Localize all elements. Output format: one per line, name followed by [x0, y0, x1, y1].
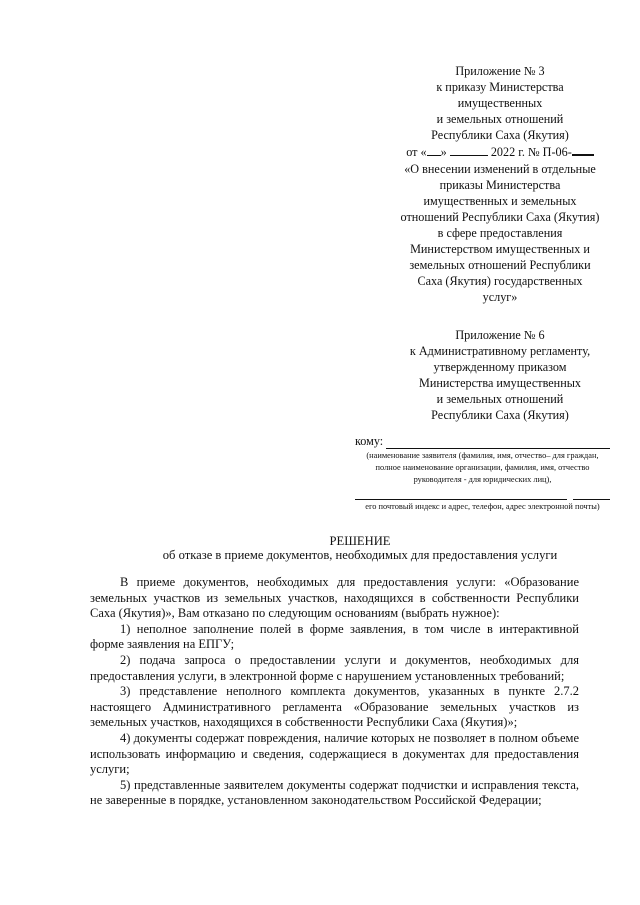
order-date-line [380, 143, 620, 160]
attachment-3-line: к приказу Министерства [436, 80, 564, 95]
attachment-6-header [380, 327, 620, 424]
date-mid: » [440, 145, 450, 160]
body-intro: В приеме документов, необходимых для предоставления услуги: «Образование земельных участков из земельных участков, находящихся в собственности Республики Саха (Якутия)», Вам отказано по следующим основаниям (выбрать нужное): [90, 575, 579, 621]
attachment-3-line: Республики Саха (Якутия) [431, 128, 569, 143]
attachment-6-line: Министерства имущественных [418, 376, 581, 391]
date-prefix: от « [406, 145, 427, 160]
address-line-segment [355, 499, 567, 500]
refusal-ground-item: 3) представление неполного комплекта документов, указанных в пункте 2.7.2 настоящего Административного регламента «Образование земельных участков из земельных участков, находящихся в собственности Республики Саха (Якутия)»; [90, 684, 579, 730]
attachment-6-line: Приложение № 6 [455, 328, 545, 342]
decision-subtitle: об отказе в приеме документов, необходимых для предоставления услуги [162, 548, 558, 562]
attachment-3-header [380, 63, 620, 305]
recipient-block [355, 434, 610, 513]
order-title-line: Министерством имущественных и [410, 242, 590, 257]
order-title-line: Саха (Якутия) государственных [417, 274, 583, 289]
recipient-name-field[interactable] [386, 437, 610, 449]
order-title-line: отношений Республики Саха (Якутия) [400, 209, 600, 224]
refusal-ground-item: 1) неполное заполнение полей в форме заявления, в том числе в интерактивной форме заявления на ЕПГУ; [90, 621, 579, 652]
attachment-6-line: Республики Саха (Якутия) [431, 408, 569, 423]
order-title-line: услуг» [482, 290, 518, 305]
attachment-6-line: к Административному регламенту, [409, 344, 591, 359]
order-title-line: земельных отношений Республики [409, 258, 591, 273]
attachment-3-line: и земельных отношений [436, 112, 564, 127]
number-blank [572, 143, 594, 156]
recipient-row [355, 434, 610, 449]
order-title-line: в сфере предоставления [437, 225, 563, 240]
order-title-line: имущественных и земельных [423, 193, 577, 208]
decision-title: РЕШЕНИЕ [329, 534, 391, 548]
decision-body [90, 575, 579, 809]
refusal-ground-item: 4) документы содержат повреждения, наличие которых не позволяет в полном объеме использовать информацию и сведения, содержащиеся в документах для предоставления услуги; [90, 730, 579, 777]
attachment-6-line: и земельных отношений [436, 392, 564, 407]
recipient-name-note: (наименование заявителя (фамилия, имя, отчество– для граждан, полное наименование организации, фамилия, имя, отчество руководителя - для юридических лиц), [366, 451, 599, 484]
day-blank [427, 144, 441, 156]
attachment-6-line: утвержденному приказом [433, 360, 567, 375]
month-blank [450, 144, 488, 156]
attachment-3-line: имущественных [457, 96, 543, 111]
recipient-label: кому: [355, 434, 384, 448]
order-title-line: приказы Министерства [439, 177, 561, 192]
attachment-3-line: Приложение № 3 [455, 64, 545, 78]
order-title-line: «О внесении изменений в отдельные [404, 161, 596, 176]
refusal-ground-item: 2) подача запроса о предоставлении услуги и документов, необходимых для предоставления услуги, в электронной форме с нарушением установленных требований; [90, 652, 579, 683]
refusal-ground-item: 5) представленные заявителем документы содержат подчистки и исправления текста, не заверенные в порядке, установленном законодательством Российской Федерации; [90, 777, 579, 808]
address-line-segment [573, 499, 610, 500]
recipient-address-note: его почтовый индекс и адрес, телефон, адрес электронной почты) [365, 502, 600, 511]
recipient-address-field[interactable] [355, 488, 610, 500]
date-year: 2022 г. № П-06- [487, 145, 572, 160]
